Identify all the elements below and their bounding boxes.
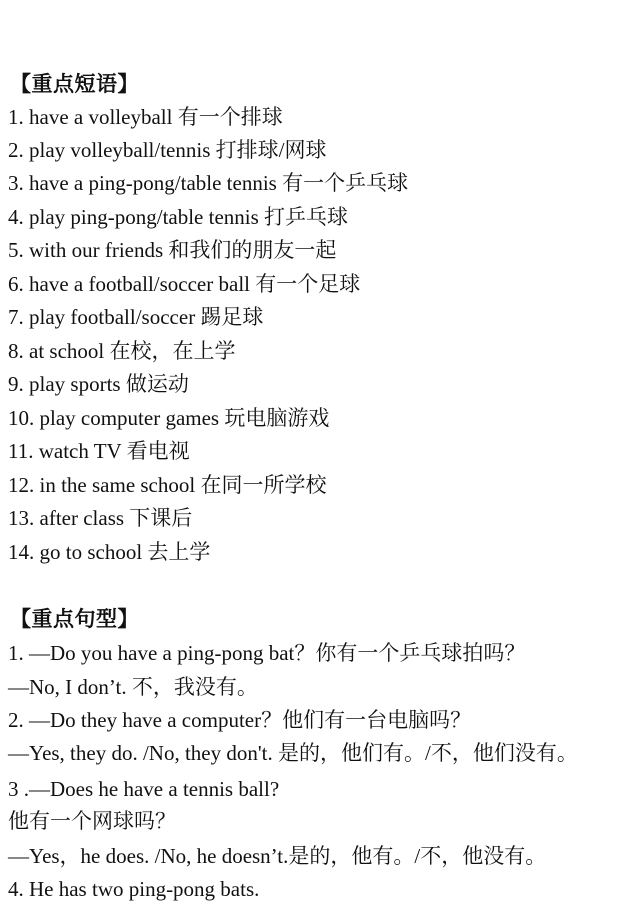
phrase-item: 5. with our friends 和我们的朋友一起 xyxy=(8,238,337,262)
phrase-item: 4. play ping-pong/table tennis 打乒乓球 xyxy=(8,205,349,229)
phrase-item: 9. play sports 做运动 xyxy=(8,372,189,396)
key-phrases-heading: 【重点短语】 xyxy=(10,72,139,96)
sentence-line: 2. —Do they have a computer？他们有一台电脑吗？ xyxy=(8,708,472,732)
sentence-line: —Yes, they do. /No, they don't. 是的，他们有。/不，他们没有。 xyxy=(8,741,578,765)
phrase-item: 14. go to school 去上学 xyxy=(8,540,211,564)
phrase-item: 7. play football/soccer 踢足球 xyxy=(8,305,264,329)
phrase-item: 6. have a football/soccer ball 有一个足球 xyxy=(8,272,361,296)
sentence-line: 4. He has two ping-pong bats. xyxy=(8,877,260,901)
key-sentences-heading: 【重点句型】 xyxy=(10,607,139,631)
phrase-item: 8. at school 在校，在上学 xyxy=(8,339,236,363)
sentence-line: —Yes，he does. /No, he doesn’t.是的，他有。/不，他没有。 xyxy=(8,844,547,868)
phrase-item: 11. watch TV 看电视 xyxy=(8,439,190,463)
phrase-item: 10. play computer games 玩电脑游戏 xyxy=(8,406,330,430)
phrase-item: 13. after class 下课后 xyxy=(8,506,193,530)
sentence-line: 1. —Do you have a ping-pong bat？你有一个乒乓球拍吗？ xyxy=(8,641,526,665)
phrase-item: 12. in the same school 在同一所学校 xyxy=(8,473,327,497)
phrase-item: 2. play volleyball/tennis 打排球/网球 xyxy=(8,138,327,162)
phrase-item: 3. have a ping-pong/table tennis 有一个乒乓球 xyxy=(8,171,409,195)
sentence-line: 3 .—Does he have a tennis ball? xyxy=(8,777,280,801)
phrase-item: 1. have a volleyball 有一个排球 xyxy=(8,105,283,129)
sentence-line: 他有一个网球吗？ xyxy=(8,809,176,833)
sentence-line: —No, I don’t. 不，我没有。 xyxy=(8,675,258,699)
